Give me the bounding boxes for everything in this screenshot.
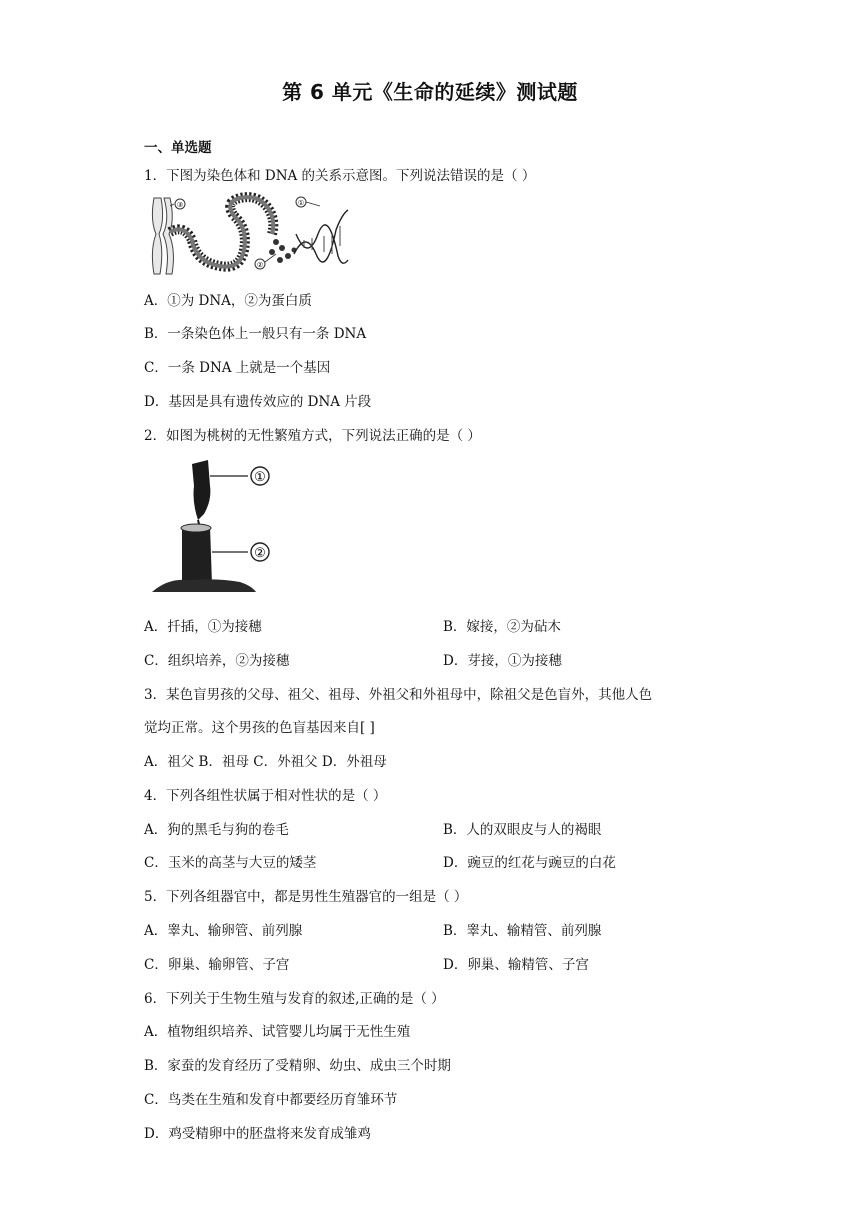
- question-4-option-c[interactable]: C．玉米的高茎与大豆的矮茎: [144, 855, 317, 871]
- question-3-stem-line-1: 3．某色盲男孩的父母、祖父、祖母、外祖父和外祖母中，除祖父是色盲外，其他人色: [144, 687, 653, 703]
- fig1-label-1: ①: [297, 199, 305, 207]
- question-4-option-a[interactable]: A．狗的黑毛与狗的卷毛: [144, 822, 289, 838]
- question-2-option-c[interactable]: C．组织培养，②为接穗: [144, 653, 290, 669]
- fig1-label-2: ②: [256, 261, 264, 269]
- fig1-label-3: ③: [176, 201, 184, 209]
- question-2-option-d[interactable]: D．芽接，①为接穗: [443, 653, 562, 669]
- question-5-option-a[interactable]: A．睾丸、输卵管、前列腺: [144, 923, 303, 939]
- question-6-stem: 6．下列关于生物生殖与发育的叙述,正确的是（ ）: [144, 991, 445, 1007]
- question-6-option-d[interactable]: D．鸡受精卵中的胚盘将来发育成雏鸡: [144, 1126, 371, 1142]
- question-6-option-b[interactable]: B．家蚕的发育经历了受精卵、幼虫、成虫三个时期: [144, 1058, 451, 1074]
- question-5-option-b[interactable]: B．睾丸、输精管、前列腺: [443, 923, 602, 939]
- question-4-option-d[interactable]: D．豌豆的红花与豌豆的白花: [443, 855, 616, 871]
- question-1-option-a[interactable]: A．①为 DNA，②为蛋白质: [144, 293, 312, 309]
- fig2-label-2: ②: [254, 546, 266, 561]
- question-5-option-c[interactable]: C．卵巢、输卵管、子宫: [144, 957, 290, 973]
- question-2-option-b[interactable]: B．嫁接，②为砧木: [443, 619, 561, 635]
- question-4-option-b[interactable]: B．人的双眼皮与人的褐眼: [443, 822, 602, 838]
- question-3-options[interactable]: A．祖父 B．祖母 C．外祖父 D．外祖母: [144, 754, 387, 770]
- fig2-label-1: ①: [254, 470, 266, 485]
- question-2-option-a[interactable]: A．扦插，①为接穗: [144, 619, 262, 635]
- question-5-stem: 5．下列各组器官中，都是男性生殖器官的一组是（ ）: [144, 889, 468, 905]
- question-1-option-b[interactable]: B．一条染色体上一般只有一条 DNA: [144, 326, 367, 342]
- question-4-stem: 4．下列各组性状属于相对性状的是（ ）: [144, 788, 387, 804]
- question-1-option-d[interactable]: D．基因是具有遗传效应的 DNA 片段: [144, 394, 372, 410]
- question-6-option-a[interactable]: A．植物组织培养、试管婴儿均属于无性生殖: [144, 1024, 411, 1040]
- chromosome-dna-figure: [144, 190, 354, 278]
- section-heading: 一、单选题: [144, 140, 212, 156]
- grafting-figure: [148, 456, 284, 594]
- question-1-option-c[interactable]: C．一条 DNA 上就是一个基因: [144, 360, 331, 376]
- page-title: 第 6 单元《生命的延续》测试题: [282, 80, 578, 104]
- question-1-stem: 1．下图为染色体和 DNA 的关系示意图。下列说法错误的是（ ）: [144, 168, 536, 184]
- question-5-option-d[interactable]: D．卵巢、输精管、子宫: [443, 957, 589, 973]
- question-6-option-c[interactable]: C．鸟类在生殖和发育中都要经历育雏环节: [144, 1092, 398, 1108]
- question-3-stem-line-2: 觉均正常。这个男孩的色盲基因来自[ ]: [144, 720, 375, 736]
- question-2-stem: 2．如图为桃树的无性繁殖方式，下列说法正确的是（ ）: [144, 428, 481, 444]
